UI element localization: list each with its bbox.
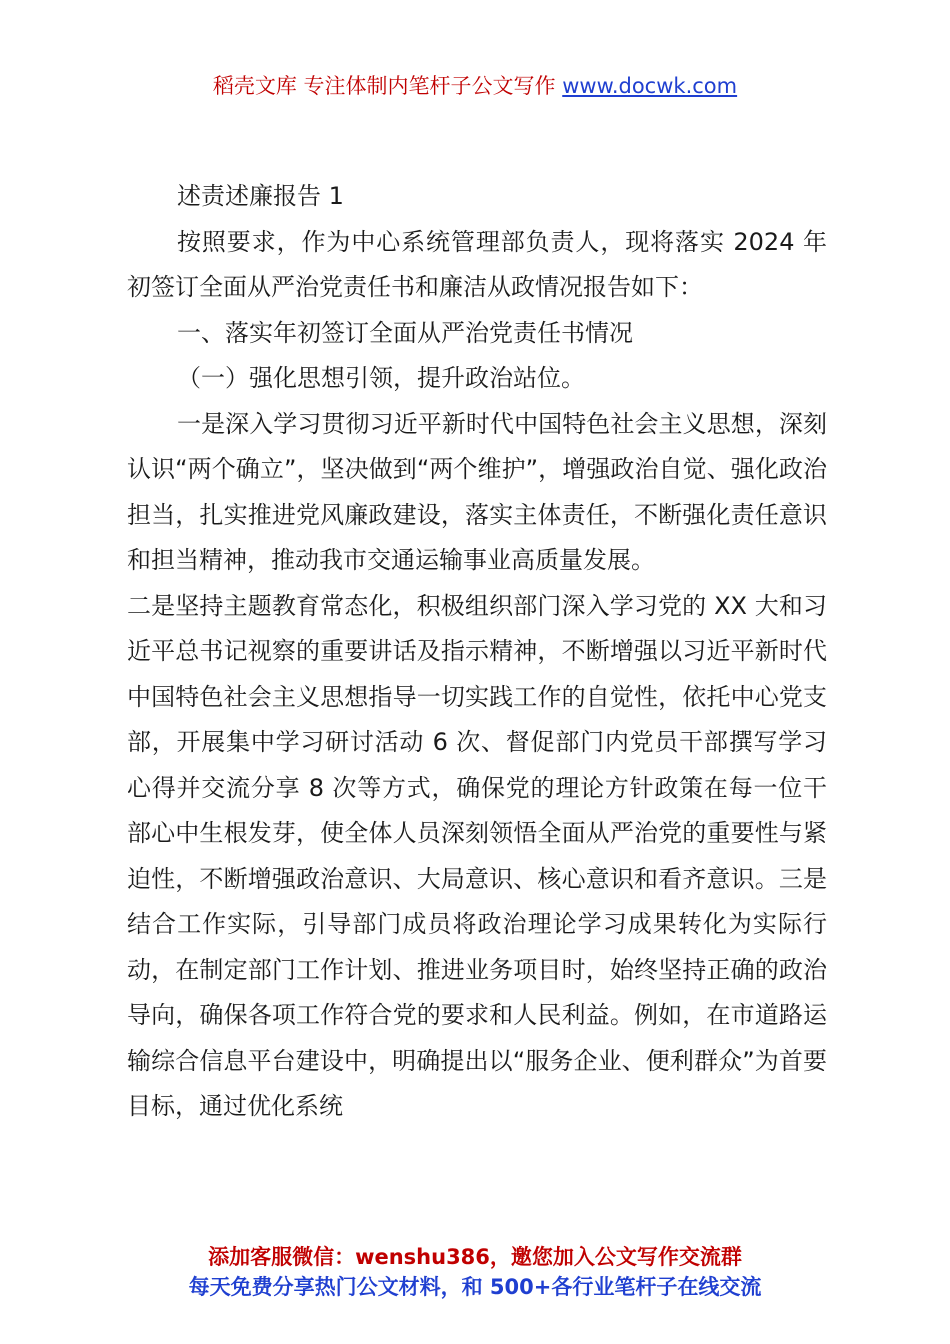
site-link[interactable]: www.docwk.com [562, 74, 738, 98]
footer-promo: 每天免费分享热门公文材料，和 500+各行业笔杆子在线交流 [188, 1275, 762, 1299]
paragraph-point-one: 一是深入学习贯彻习近平新时代中国特色社会主义思想，深刻认识“两个确立”，坚决做到“两个维护”，增强政治自觉、强化政治担当，扎实推进党风廉政建设，落实主体责任，不断强化责任意识和担当精神，推动我市交通运输事业高质量发展。 [127, 409, 827, 574]
footer-contact: 添加客服微信：wenshu386，邀您加入公文写作交流群 [208, 1245, 742, 1269]
document-title: 述责述廉报告 1 [177, 182, 344, 210]
document-body [127, 174, 827, 1130]
section-heading: 一、落实年初签订全面从严治党责任书情况 [177, 318, 633, 347]
subsection-heading: （一）强化思想引领，提升政治站位。 [177, 364, 585, 392]
site-header [0, 70, 950, 100]
paragraph-point-two: 二是坚持主题教育常态化，积极组织部门深入学习党的 XX 大和习近平总书记视察的重要讲话及指示精神，不断增强以习近平新时代中国特色社会主义思想指导一切实践工作的自觉性，依托中心党支部，开展集中学习研讨活动 6 次、督促部门内党员干部撰写学习心得并交流分享 8 次等方式，确保党的理论方针政策在每一位干部心中生根发芽，使全体人员深刻领悟全面从严治党的重要性与紧迫性，不断增强政治意识、大局意识、核心意识和看齐意识。三是结合工作实际，引导部门成员将政治理论学习成果转化为实际行动，在制定部门工作计划、推进业务项目时，始终坚持正确的政治导向，确保各项工作符合党的要求和人民利益。例如，在市道路运输综合信息平台建设中，明确提出以“服务企业、便利群众”为首要目标，通过优化系统 [127, 591, 827, 1120]
header-text: 稻壳文库 专注体制内笔杆子公文写作 [212, 74, 563, 98]
paragraph-intro: 按照要求，作为中心系统管理部负责人，现将落实 2024 年初签订全面从严治党责任书和廉洁从政情况报告如下： [127, 227, 827, 301]
